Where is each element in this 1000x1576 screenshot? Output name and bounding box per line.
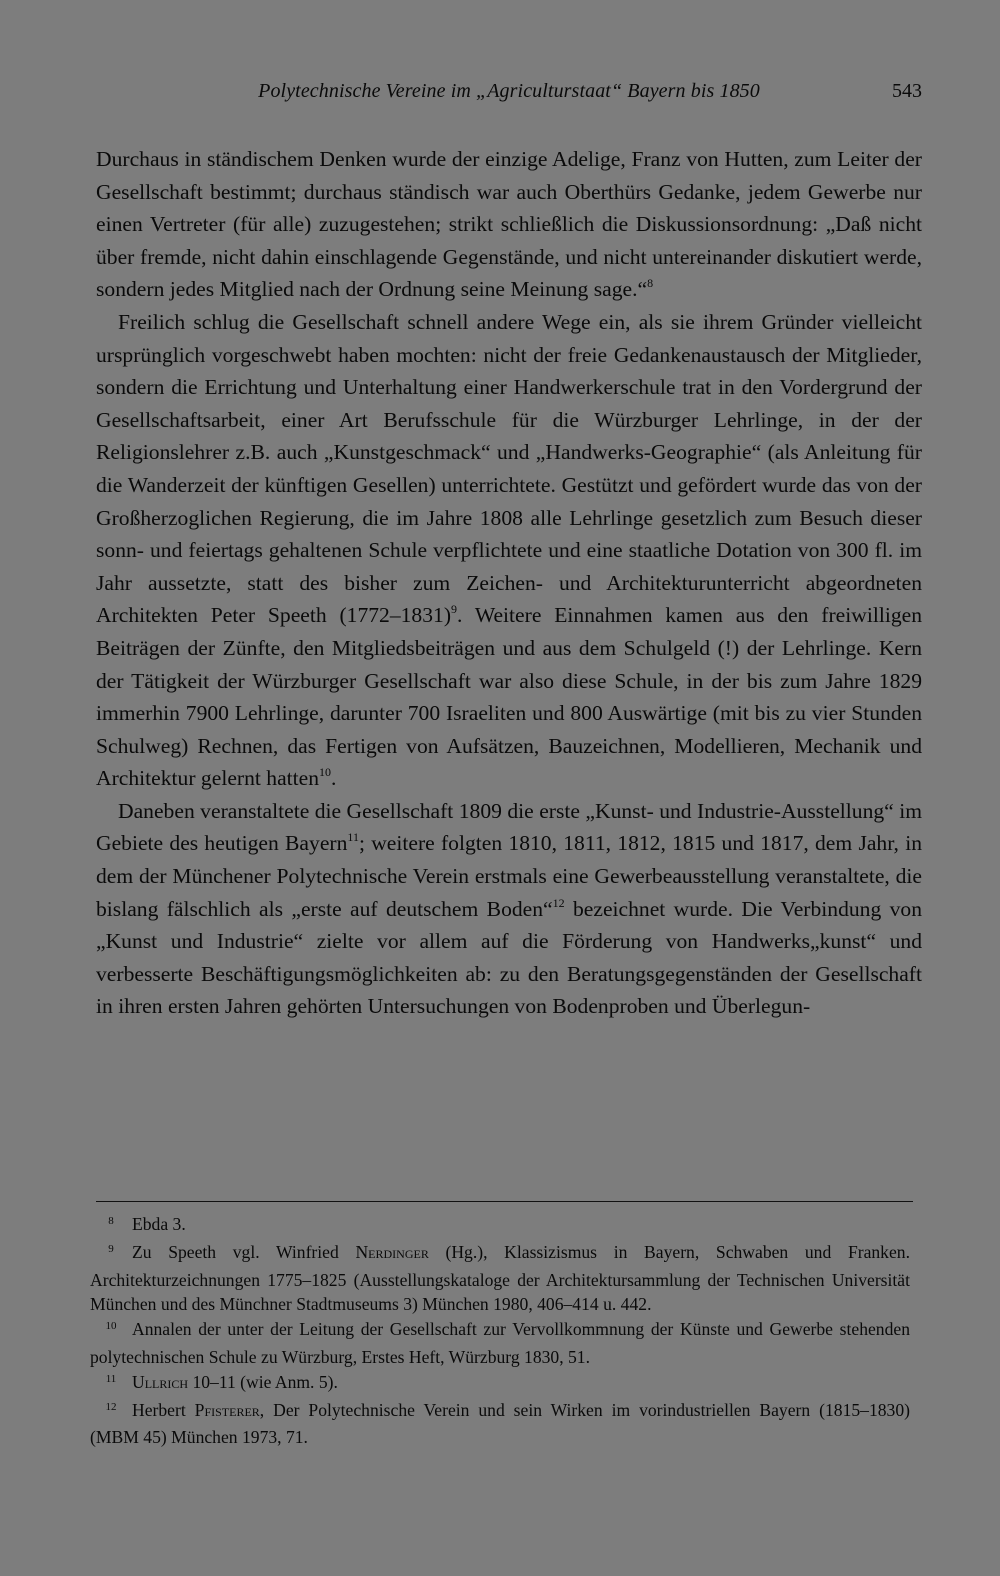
paragraph-text: Durchaus in ständischem Denken wurde der einzige Adelige, Franz von Hutten, zum Leiter der Gesellschaft bestimmt; durchaus ständisch war auch Oberthürs Gedanke, jedem Gewerbe nur einen Vertreter (für alle) zuzugestehen; strikt schließlich die Diskussionsordnung: „Daß nicht über fremde, nicht dahin einschlagende Gegenstände, und nicht untereinander diskutiert werde, sondern jedes Mitglied nach der Ordnung seine Meinung sage.“: [96, 147, 922, 302]
author-name: Nerdinger: [355, 1241, 429, 1262]
body-text: [96, 143, 922, 1023]
footnote-11: [90, 1370, 910, 1398]
footnote-number: 10: [105, 1320, 117, 1333]
author-name: Ullrich: [132, 1371, 189, 1392]
footnote-text: Herbert: [132, 1399, 195, 1420]
footnote-text: , Der Polytechnische Verein und sein Wirken im vorindustriellen Bayern (1815–1830) (MBM 45) München 1973, 71.: [90, 1399, 911, 1448]
footnote-text: Ebda 3.: [132, 1214, 186, 1234]
paragraph-text: Daneben veranstaltete die Gesellschaft 1809 die erste „Kunst- und Industrie-Ausstellung“ im Gebiete des heutigen Bayern: [96, 798, 922, 856]
footnote-number: 8: [108, 1215, 114, 1227]
paragraph-text: Freilich schlug die Gesellschaft schnell andere Wege ein, als sie ihrem Gründer vielleicht ursprünglich vorgeschwebt haben mochten: nicht der freie Gedankenaustausch der Mitglieder, sondern die Errichtung und Unterhaltung einer Handwerkerschule trat in den Vordergrund der Gesellschaftsarbeit, einer Art Berufsschule für die Würzburger Lehrlinge, in der der Religionslehrer z.B. auch „Kunstgeschmack“ und „Handwerks-Geographie“ (als Anleitung für die Wanderzeit der künftigen Gesellen) unterrichtete. Gestützt und gefördert wurde das von der Großherzoglichen Regierung, die im Jahre 1808 alle Lehrlinge gesetzlich zum Besuch dieser sonn- und feiertags gehaltenen Schule verpflichtete und eine staatliche Dotation von 300 fl. im Jahr aussetzte, statt des bisher zum Zeichen- und Architekturunterricht abgeordneten Architekten Peter Speeth (1772–1831): [96, 309, 922, 628]
footnote-text: 10–11 (wie Anm. 5).: [188, 1371, 338, 1392]
paragraph-text: .: [331, 766, 337, 791]
footnote-ref-8: 8: [647, 276, 654, 291]
footnote-12: [90, 1398, 910, 1451]
footnote-divider: [96, 1201, 913, 1202]
footnote-text: Zu Speeth vgl. Winfried: [132, 1241, 356, 1262]
paragraph-text: ; weitere folgten 1810, 1811, 1812, 1815 und 1817, dem Jahr, in dem der Münchener Polytechnische Verein erstmals eine Gewerbeausstellung veranstaltete, die bislang fälschlich als „erste auf deutschem Boden“: [96, 831, 922, 921]
footnotes: [90, 1212, 910, 1450]
footnote-text: Annalen der unter der Leitung der Gesellschaft zur Vervollkommnung der Künste und Gewerbe stehenden polytechnischen Schule zu Würzburg, Erstes Heft, Würzburg 1830, 51.: [90, 1319, 910, 1367]
footnote-9: [90, 1240, 910, 1317]
author-name: Pfisterer: [194, 1399, 260, 1420]
paragraph-3: [96, 795, 922, 1023]
footnote-10: [90, 1317, 910, 1370]
paragraph-1: [96, 143, 922, 306]
paragraph-2: [96, 306, 922, 795]
running-title: Polytechnische Vereine im „Agriculturstaat“ Bayern bis 1850: [258, 80, 760, 102]
page-number: 543: [892, 80, 922, 102]
paragraph-text: bezeichnet wurde. Die Verbindung von „Kunst und Industrie“ zielte vor allem auf die Förderung von Handwerks„kunst“ und verbesserte Beschäftigungsmöglichkeiten ab: zu den Beratungsgegenständen der Gesellschaft in ihren ersten Jahren gehörten Untersuchungen von Bodenproben und Überlegun-: [96, 896, 922, 1019]
footnote-text: (Hg.), Klassizismus in Bayern, Schwaben und Franken. Architekturzeichnungen 1775–1825 (Ausstellungskataloge der Architektursammlung der Technischen Universität München und des Münchner Stadtmuseums 3) München 1980, 406–414 u. 442.: [90, 1241, 910, 1315]
footnote-number: 9: [108, 1242, 114, 1255]
footnote-ref-11: 11: [347, 830, 359, 845]
footnote-number: 11: [105, 1372, 117, 1385]
footnote-ref-9: 9: [451, 602, 458, 617]
paragraph-text: . Weitere Einnahmen kamen aus den freiwilligen Beiträgen der Zünfte, den Mitgliedsbeiträgen und aus dem Schulgeld (!) der Lehrlinge. Kern der Tätigkeit der Würzburger Gesellschaft war also diese Schule, in der bis zum Jahre 1829 immerhin 7900 Lehrlinge, darunter 700 Israeliten und 800 Auswärtige (mit bis zu vier Stunden Schulweg) Rechnen, das Fertigen von Aufsätzen, Bauzeichnen, Modellieren, Mechanik und Architektur gelernt hatten: [96, 603, 922, 791]
footnote-8: [90, 1212, 910, 1240]
footnote-ref-10: 10: [319, 765, 332, 780]
running-head: [96, 80, 922, 116]
footnote-ref-12: 12: [552, 895, 565, 910]
footnote-number: 12: [105, 1400, 117, 1413]
